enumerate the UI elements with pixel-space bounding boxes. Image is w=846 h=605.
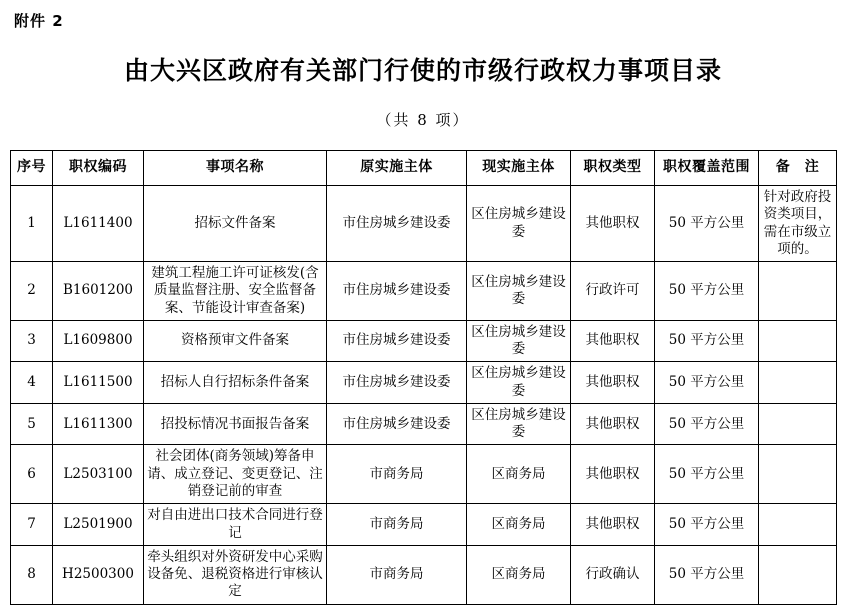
page-title: 由大兴区政府有关部门行使的市级行政权力事项目录: [123, 56, 722, 85]
cell-index: 8: [11, 545, 53, 604]
column-header-code: 职权编码: [53, 151, 144, 186]
cell-current-entity: 区住房城乡建设委: [467, 362, 571, 404]
cell-code: L1611300: [53, 403, 144, 445]
attachment-label: 附件 2: [14, 12, 64, 30]
cell-scope: 50 平方公里: [655, 186, 759, 262]
cell-original-entity: 市住房城乡建设委: [327, 320, 467, 362]
cell-current-entity: 区住房城乡建设委: [467, 186, 571, 262]
cell-original-entity: 市住房城乡建设委: [327, 186, 467, 262]
cell-name: 对自由进出口技术合同进行登记: [144, 504, 327, 546]
column-header-index: 序号: [11, 151, 53, 186]
cell-original-entity: 市商务局: [327, 545, 467, 604]
cell-name: 招标文件备案: [144, 186, 327, 262]
cell-scope: 50 平方公里: [655, 445, 759, 504]
table-row: [11, 362, 837, 404]
cell-scope: 50 平方公里: [655, 403, 759, 445]
cell-name: 招投标情况书面报告备案: [144, 403, 327, 445]
cell-name: 牵头组织对外资研发中心采购设备免、退税资格进行审核认定: [144, 545, 327, 604]
cell-code: L1609800: [53, 320, 144, 362]
item-count-subtitle: （共 8 项）: [376, 111, 470, 129]
cell-current-entity: 区商务局: [467, 445, 571, 504]
column-header-power-type: 职权类型: [571, 151, 655, 186]
cell-power-type: 其他职权: [571, 504, 655, 546]
column-header-original-entity: 原实施主体: [327, 151, 467, 186]
column-header-note: 备 注: [759, 151, 837, 186]
cell-current-entity: 区住房城乡建设委: [467, 403, 571, 445]
cell-code: L1611400: [53, 186, 144, 262]
cell-note: [759, 403, 837, 445]
cell-power-type: 行政许可: [571, 262, 655, 321]
cell-note: 针对政府投资类项目，需在市级立项的。: [759, 186, 837, 262]
column-header-name: 事项名称: [144, 151, 327, 186]
table-header-row: [11, 151, 837, 186]
table-row: [11, 445, 837, 504]
cell-name: 社会团体(商务领域)筹备申请、成立登记、变更登记、注销登记前的审查: [144, 445, 327, 504]
cell-power-type: 其他职权: [571, 362, 655, 404]
cell-code: L1611500: [53, 362, 144, 404]
cell-power-type: 其他职权: [571, 186, 655, 262]
cell-current-entity: 区住房城乡建设委: [467, 320, 571, 362]
cell-power-type: 其他职权: [571, 320, 655, 362]
cell-code: L2501900: [53, 504, 144, 546]
column-header-scope: 职权覆盖范围: [655, 151, 759, 186]
cell-power-type: 行政确认: [571, 545, 655, 604]
cell-index: 1: [11, 186, 53, 262]
cell-original-entity: 市住房城乡建设委: [327, 362, 467, 404]
cell-code: L2503100: [53, 445, 144, 504]
cell-scope: 50 平方公里: [655, 362, 759, 404]
cell-index: 4: [11, 362, 53, 404]
table-row: [11, 403, 837, 445]
cell-code: H2500300: [53, 545, 144, 604]
cell-index: 2: [11, 262, 53, 321]
column-header-current-entity: 现实施主体: [467, 151, 571, 186]
cell-index: 7: [11, 504, 53, 546]
table-row: [11, 504, 837, 546]
table-row: [11, 320, 837, 362]
cell-name: 资格预审文件备案: [144, 320, 327, 362]
cell-current-entity: 区住房城乡建设委: [467, 262, 571, 321]
cell-index: 5: [11, 403, 53, 445]
cell-current-entity: 区商务局: [467, 545, 571, 604]
cell-name: 建筑工程施工许可证核发(含质量监督注册、安全监督备案、节能设计审查备案): [144, 262, 327, 321]
cell-note: [759, 320, 837, 362]
cell-original-entity: 市商务局: [327, 445, 467, 504]
cell-note: [759, 362, 837, 404]
cell-original-entity: 市住房城乡建设委: [327, 403, 467, 445]
cell-original-entity: 市住房城乡建设委: [327, 262, 467, 321]
cell-note: [759, 445, 837, 504]
cell-scope: 50 平方公里: [655, 545, 759, 604]
table-row: [11, 262, 837, 321]
cell-index: 3: [11, 320, 53, 362]
table-row: [11, 545, 837, 604]
cell-name: 招标人自行招标条件备案: [144, 362, 327, 404]
cell-power-type: 其他职权: [571, 403, 655, 445]
cell-scope: 50 平方公里: [655, 320, 759, 362]
cell-code: B1601200: [53, 262, 144, 321]
cell-note: [759, 504, 837, 546]
cell-current-entity: 区商务局: [467, 504, 571, 546]
cell-power-type: 其他职权: [571, 445, 655, 504]
cell-scope: 50 平方公里: [655, 262, 759, 321]
cell-note: [759, 262, 837, 321]
cell-index: 6: [11, 445, 53, 504]
cell-original-entity: 市商务局: [327, 504, 467, 546]
cell-scope: 50 平方公里: [655, 504, 759, 546]
cell-note: [759, 545, 837, 604]
power-items-table: [10, 150, 837, 605]
table-row: [11, 186, 837, 262]
